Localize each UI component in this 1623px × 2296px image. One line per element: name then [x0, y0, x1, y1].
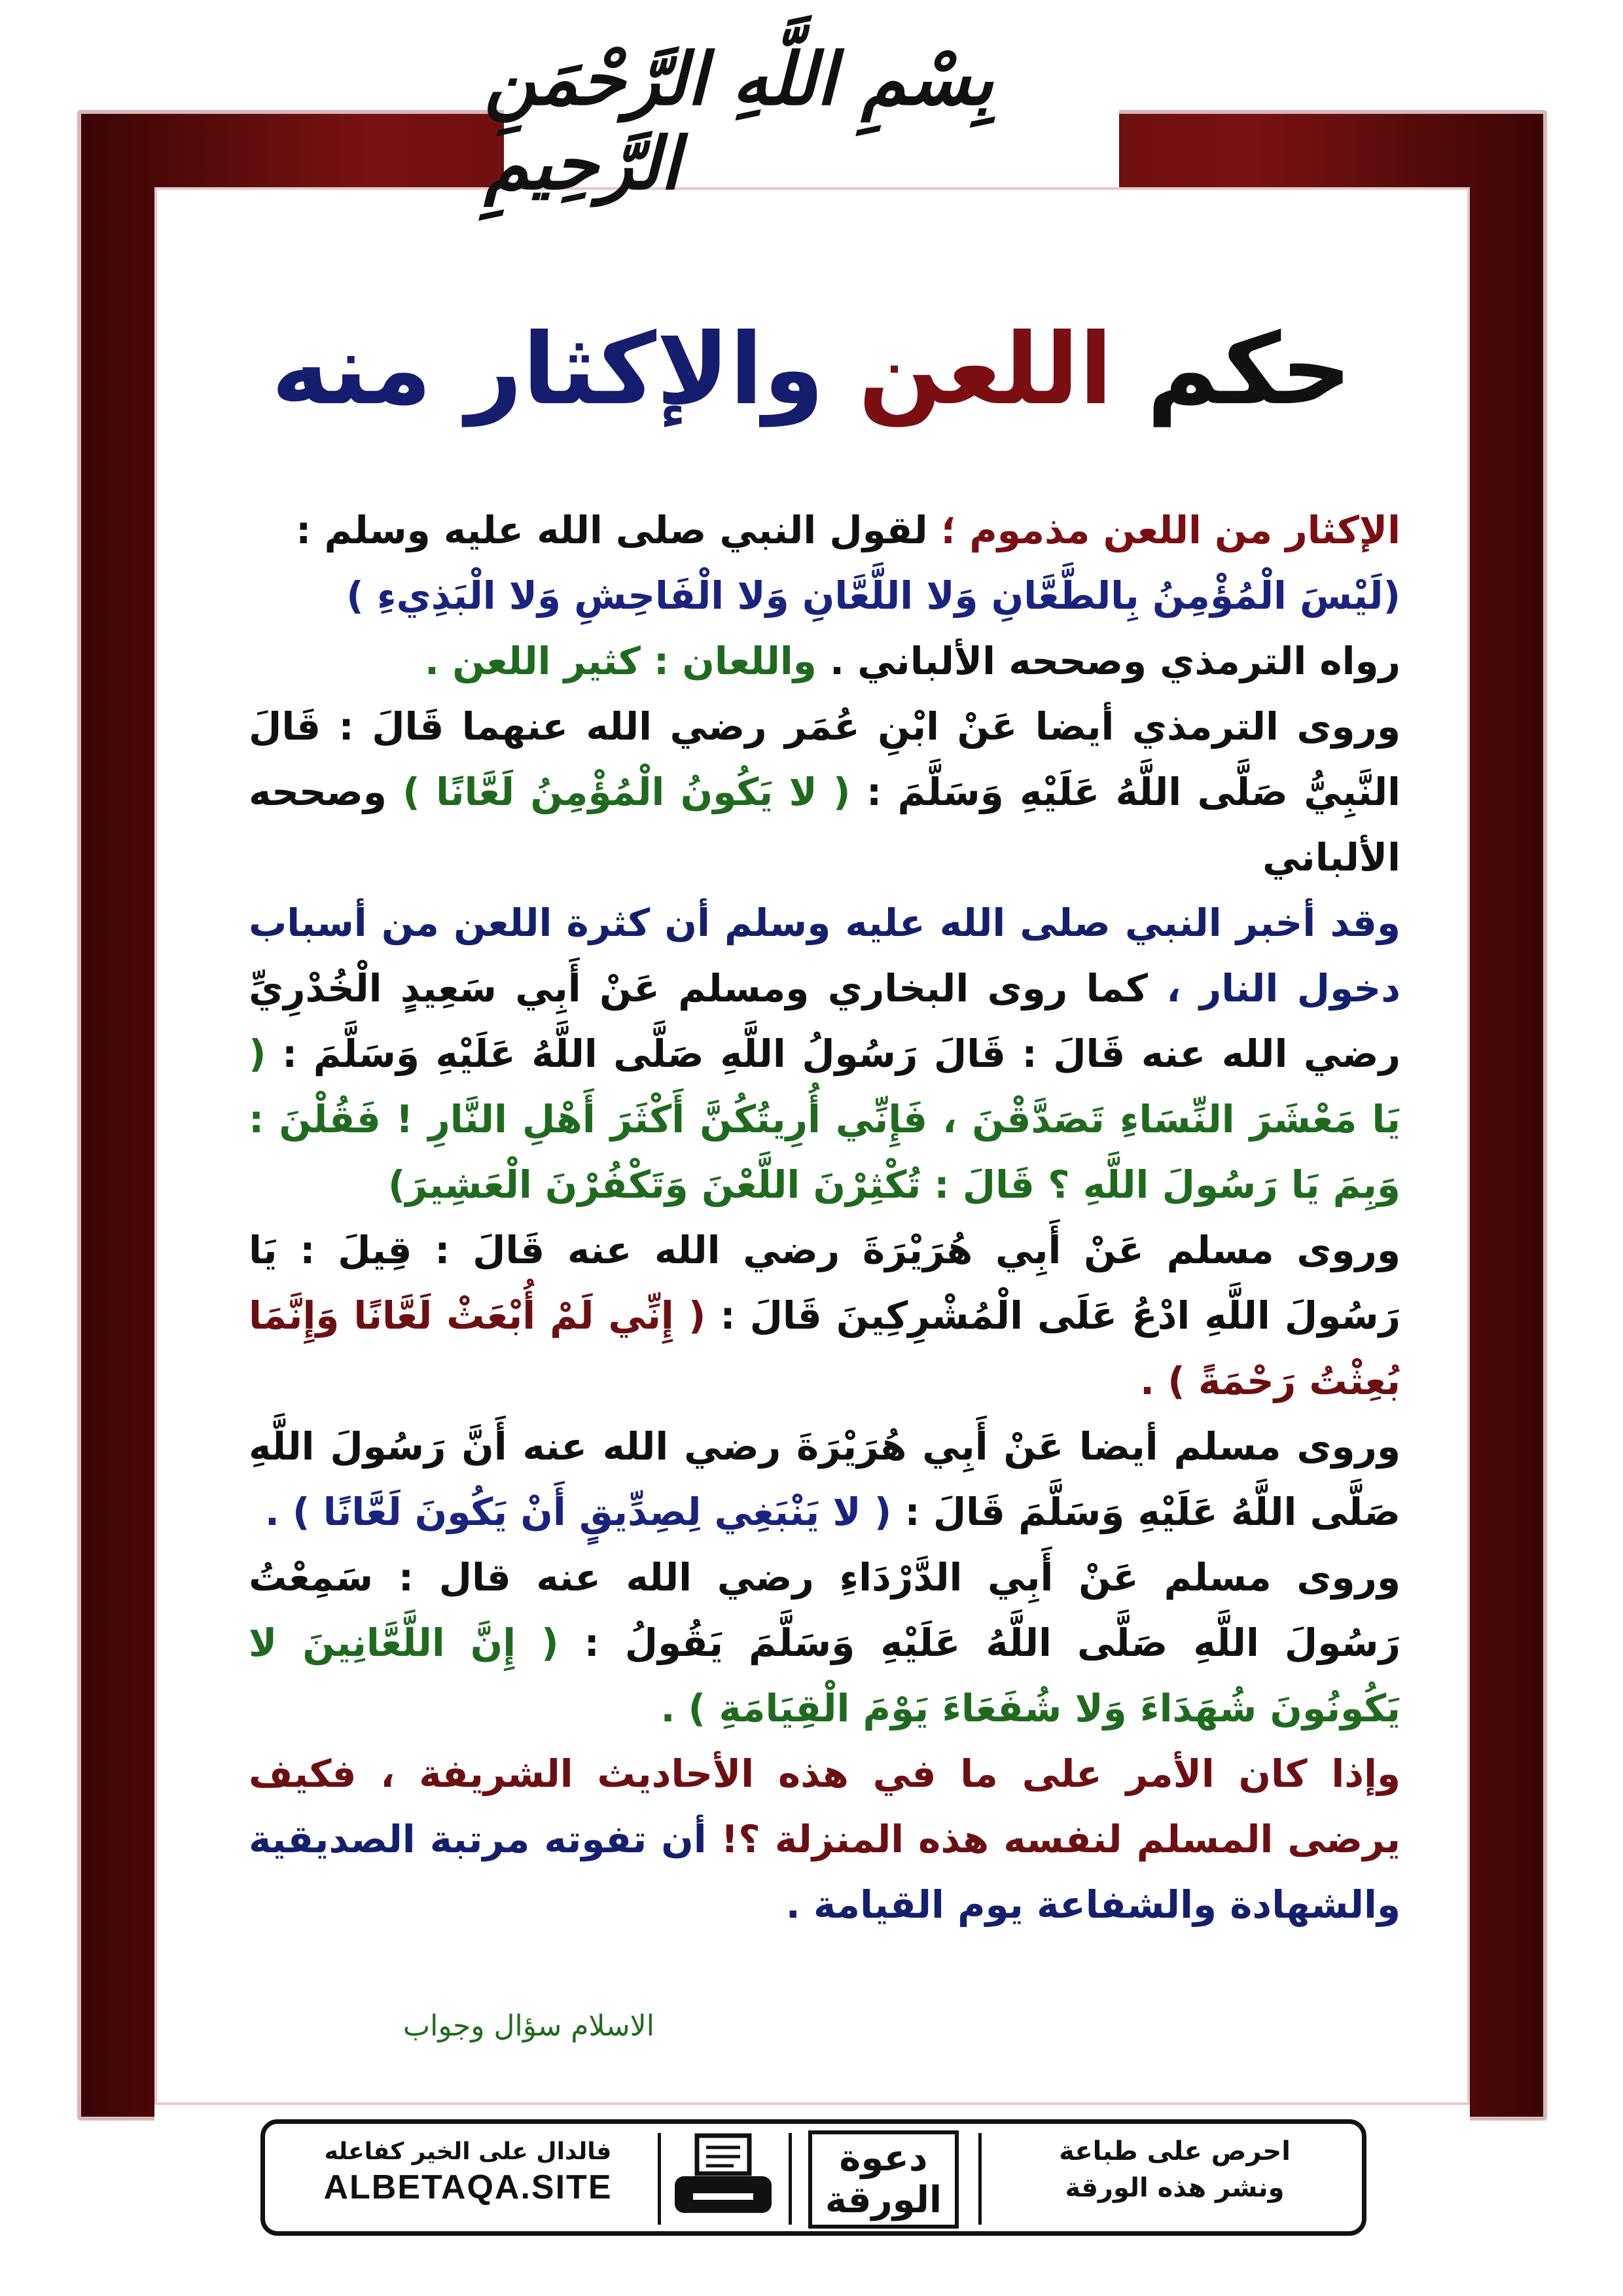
- page-title: [196, 308, 1427, 432]
- p7-lead: وإذا كان الأمر على ما في هذه الأحاديث الشريفة ، فكيف يرضى المسلم لنفسه هذه المنزلة ؟!: [249, 1751, 1400, 1861]
- appeal-line-1: احرص على طباعة: [1059, 2136, 1291, 2166]
- footer-divider: [658, 2133, 661, 2225]
- p4-hadith: ( إِنِّي لَمْ أُبْعَثْ لَعَّانًا وَإِنَّمَا بُعِثْتُ رَحْمَةً ) .: [249, 1293, 1400, 1403]
- p5-hadith: ( لا يَنْبَغِي لِصِدِّيقٍ أَنْ يَكُونَ لَعَّانًا ) .: [264, 1490, 905, 1534]
- article-body: [249, 497, 1400, 1937]
- p1-citation: رواه الترمذي وصححه الألباني .: [830, 639, 1400, 683]
- p7-conclusion: أن تفوته مرتبة الصديقية والشهادة والشفاعة يوم القيامة .: [249, 1817, 1400, 1927]
- logo-line-2: الورقة: [825, 2179, 942, 2221]
- paragraph-7: [249, 1741, 1400, 1937]
- p5-intro: وروى مسلم أيضا عَنْ أَبِي هُرَيْرَةَ رضي الله عنه أَنَّ رَسُولَ اللَّهِ صَلَّى اللَّهُ عَلَيْهِ وَسَلَّمَ قَالَ :: [249, 1424, 1400, 1534]
- footer-website[interactable]: ALBETAQA.SITE: [323, 2168, 613, 2206]
- p3-lead: وقد أخبر النبي صلى الله عليه وسلم أن كثرة اللعن من أسباب دخول النار ،: [249, 901, 1400, 1011]
- paragraph-1: [249, 497, 1400, 694]
- printer-icon: [671, 2130, 776, 2229]
- footer-divider: [789, 2133, 792, 2225]
- paragraph-3: [249, 890, 1400, 1217]
- appeal-line-2: ونشر هذه الورقة: [1065, 2173, 1285, 2203]
- p1-hadith: (لَيْسَ الْمُؤْمِنُ بِالطَّعَّانِ وَلا اللَّعَّانِ وَلا الْفَاحِشِ وَلا الْبَذِيءِ ): [346, 573, 1400, 618]
- paragraph-6: [249, 1545, 1400, 1741]
- paragraph-2: [249, 694, 1400, 890]
- title-word-2: اللعن: [858, 313, 1113, 427]
- p6-intro: وروى مسلم عَنْ أَبِي الدَّرْدَاءِ رضي الله عنه قال : سَمِعْتُ رَسُولَ اللَّهِ صَلَّى اللَّهُ عَلَيْهِ وَسَلَّمَ يَقُولُ :: [249, 1555, 1400, 1665]
- p2-citation: وصححه الألباني: [249, 770, 1400, 880]
- frame-bottom-gap: [154, 2105, 1470, 2121]
- p2-hadith: ( لا يَكُونُ الْمُؤْمِنُ لَعَّانًا ): [402, 770, 866, 814]
- p2-intro: وروى الترمذي أيضا عَنْ ابْنِ عُمَر رضي الله عنهما قَالَ : قَالَ النَّبِيُّ صَلَّى اللَّهُ عَلَيْهِ وَسَلَّمَ :: [249, 704, 1400, 814]
- p3-hadith: ( يَا مَعْشَرَ النِّسَاءِ تَصَدَّقْنَ ، فَإِنِّي أُرِيتُكُنَّ أَكْثَرَ أَهْلِ النَّارِ ! فَقُلْنَ : وَبِمَ يَا رَسُولَ اللَّهِ ؟ قَالَ : تُكْثِرْنَ اللَّعْنَ وَتَكْفُرْنَ الْعَشِيرَ): [249, 1031, 1400, 1207]
- p3-intro: كما روى البخاري ومسلم عَنْ أَبِي سَعِيدٍ الْخُدْرِيِّ رضي الله عنه قَالَ : قَالَ رَسُولُ اللَّهِ صَلَّى اللَّهُ عَلَيْهِ وَسَلَّمَ :: [249, 966, 1400, 1076]
- footer-print-appeal: [1005, 2133, 1345, 2231]
- footer-banner: [260, 2119, 1366, 2236]
- p1-lead: الإكثار من اللعن مذموم ؛: [940, 508, 1400, 552]
- footer-logo: [808, 2130, 959, 2229]
- p4-intro: وروى مسلم عَنْ أَبِي هُرَيْرَةَ رضي الله عنه قَالَ : قِيلَ : يَا رَسُولَ اللَّهِ ادْعُ عَلَى الْمُشْرِكِينَ قَالَ :: [249, 1228, 1400, 1338]
- p1-definition: واللعان : كثير اللعن .: [424, 639, 830, 683]
- p6-hadith: ( إِنَّ اللَّعَّانِينَ لا يَكُونُونَ شُهَدَاءَ وَلا شُفَعَاءَ يَوْمَ الْقِيَامَةِ ) .: [249, 1621, 1400, 1731]
- title-word-3: والإكثار منه: [271, 313, 825, 427]
- source-attribution: الاسلام سؤال وجواب: [402, 2009, 654, 2043]
- logo-line-1: دعوة: [839, 2137, 928, 2179]
- footer-divider: [978, 2133, 982, 2225]
- paragraph-5: [249, 1414, 1400, 1545]
- p1-intro: لقول النبي صلى الله عليه وسلم :: [296, 508, 941, 552]
- footer-website-block: [285, 2130, 651, 2229]
- paragraph-4: [249, 1217, 1400, 1414]
- footer-motto: فالدال على الخير كفاعله: [324, 2138, 612, 2165]
- title-word-1: حكم: [1147, 313, 1352, 427]
- basmala-calligraphy: بِسْمِ اللَّهِ الرَّحْمَنِ الرَّحِيمِ: [484, 37, 994, 206]
